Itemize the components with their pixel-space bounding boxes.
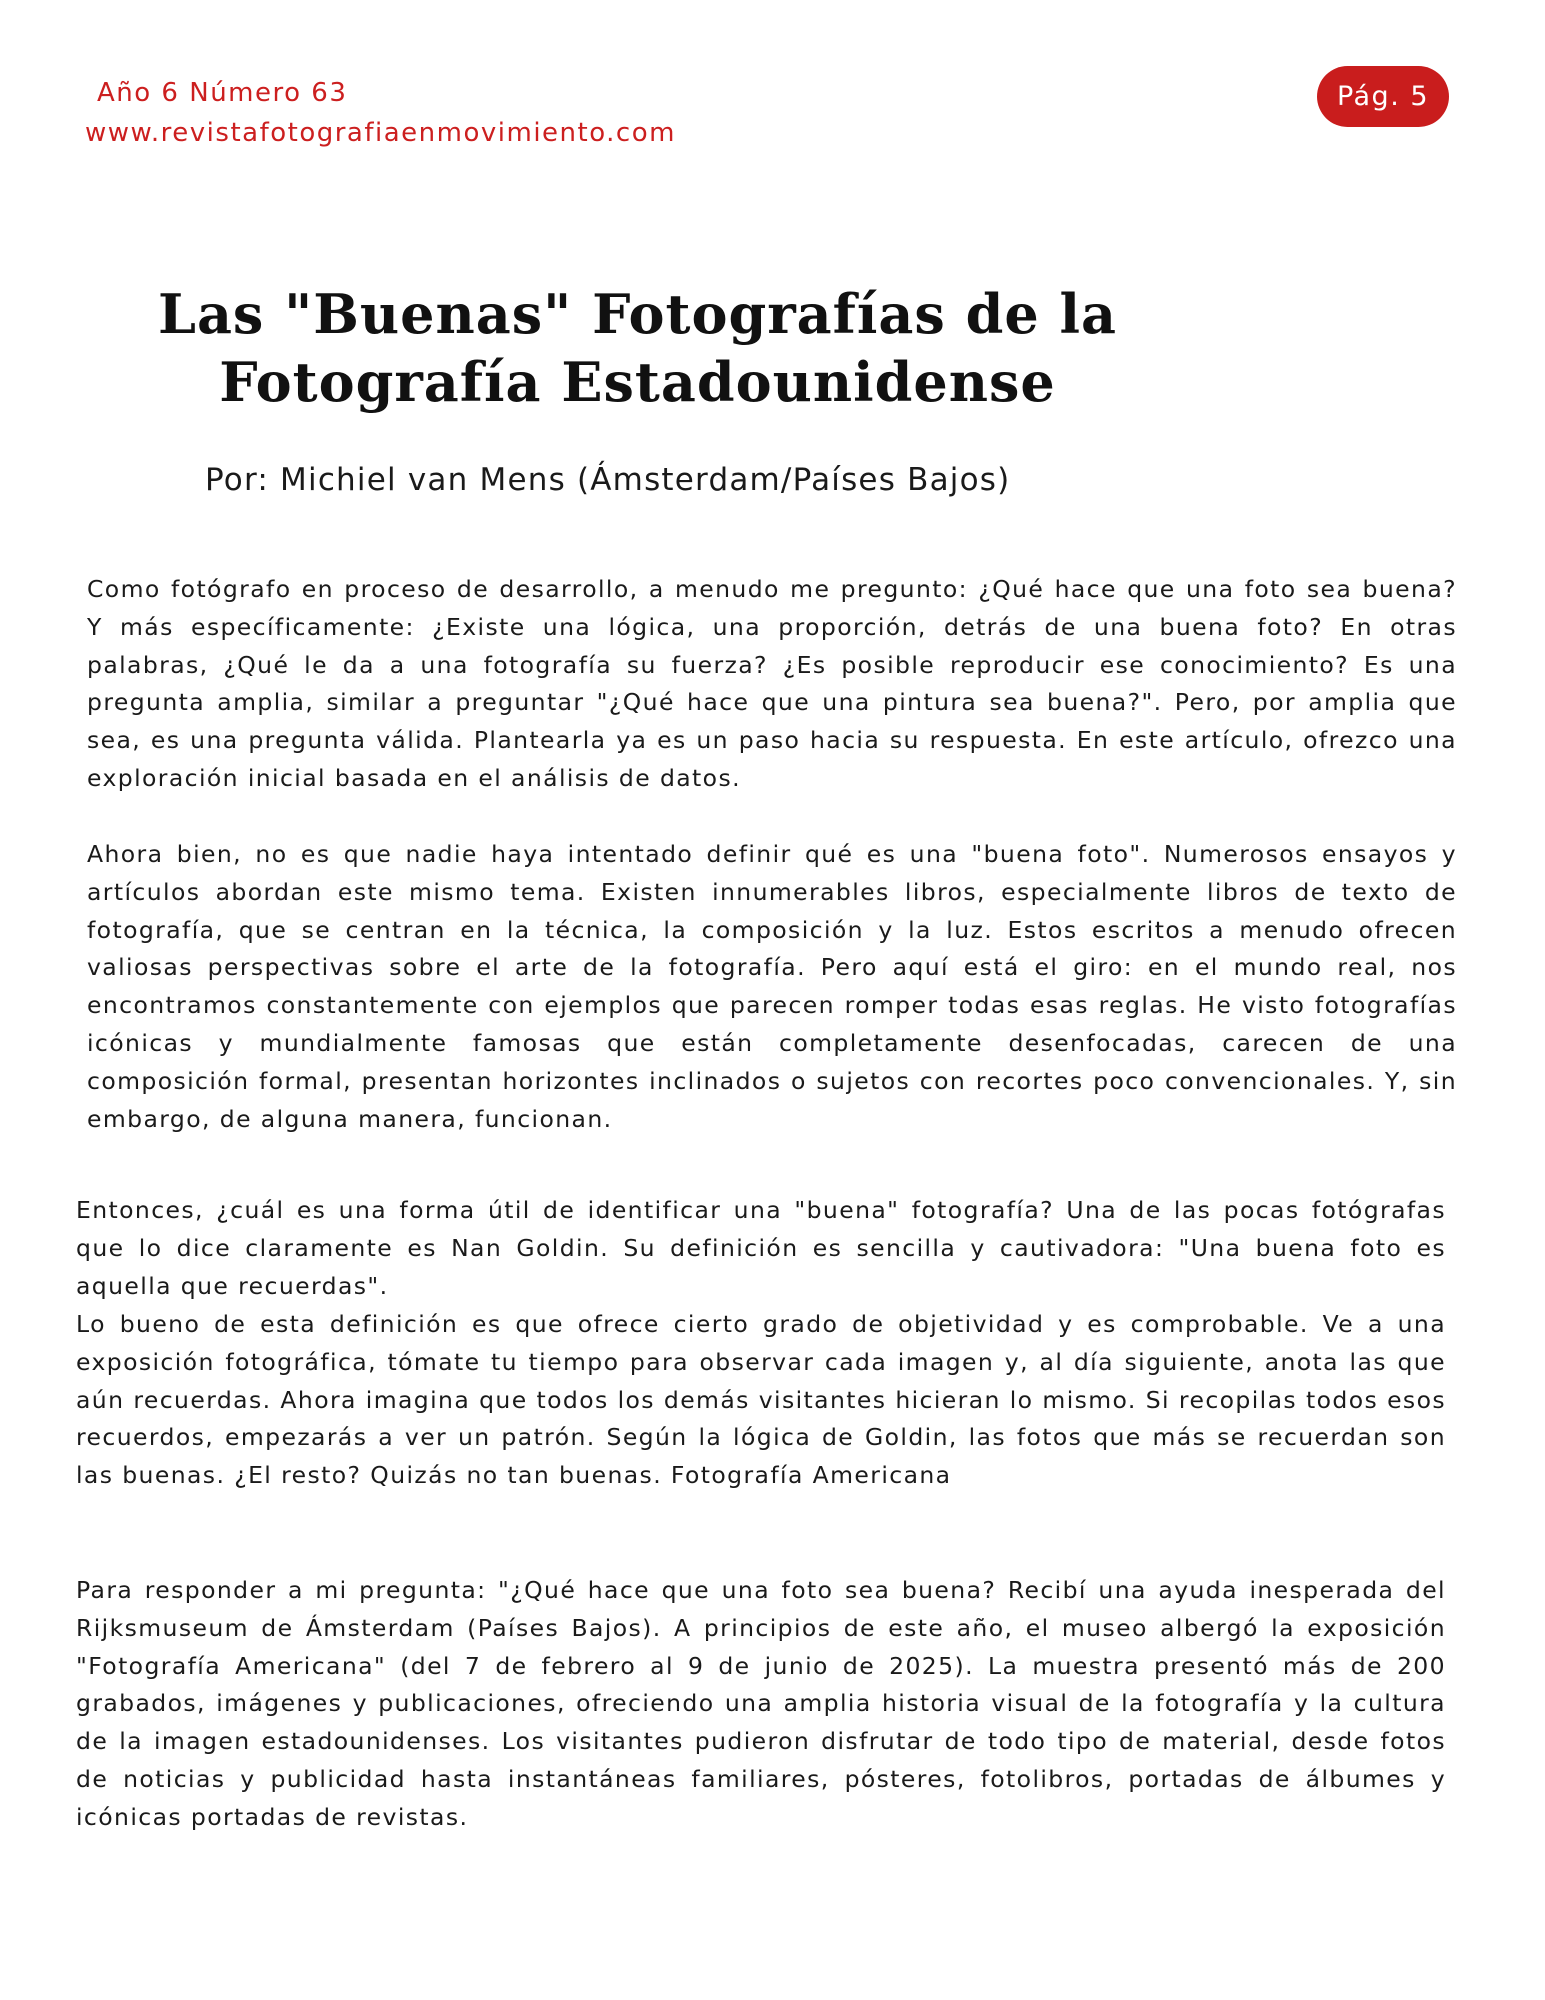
page-number-badge <box>1317 66 1449 127</box>
page-number-label: Pág. 5 <box>1336 81 1430 112</box>
paragraph-2: Ahora bien, no es que nadie haya intentado definir qué es una "buena foto". Numerosos ensayos y artículos abordan este mismo tema. Existen innumerables libros, especialmente libros de texto de fotografía, que se centran en la técnica, la composición y la luz. Estos escritos a menudo ofrecen valiosas perspectivas sobre el arte de la fotografía. Pero aquí está el giro: en el mundo real, nos encontramos constantemente con ejemplos que parecen romper todas esas reglas. He visto fotografías icónicas y mundialmente famosas que están completamente desenfocadas, carecen de una composición formal, presentan horizontes inclinados o sujetos con recortes poco convencionales. Y, sin embargo, de alguna manera, funcionan. <box>87 840 1457 1133</box>
paragraph-4: Lo bueno de esta definición es que ofrece cierto grado de objetividad y es comprobable. Ve a una exposición fotográfica, tómate tu tiempo para observar cada imagen y, al día siguiente, anota las que aún recuerdas. Ahora imagina que todos los demás visitantes hicieran lo mismo. Si recopilas todos esos recuerdos, empezarás a ver un patrón. Según la lógica de Goldin, las fotos que más se recuerdan son las buenas. ¿El resto? Quizás no tan buenas. Fotografía Americana <box>76 1310 1446 1490</box>
article-byline: Por: Michiel van Mens (Ámsterdam/Países Bajos) <box>205 462 1011 498</box>
article-title-line-2: Fotografía Estadounidense <box>219 350 1056 414</box>
article-title-line-1: Las "Buenas" Fotografías de la <box>157 282 1118 346</box>
paragraph-3: Entonces, ¿cuál es una forma útil de identificar una "buena" fotografía? Una de las pocas fotógrafas que lo dice claramente es Nan Goldin. Su definición es sencilla y cautivadora: "Una buena foto es aquella que recuerdas". <box>76 1196 1446 1300</box>
article-title <box>150 280 1125 416</box>
magazine-url[interactable]: www.revistafotografiaenmovimiento.com <box>85 118 676 148</box>
paragraph-5: Para responder a mi pregunta: "¿Qué hace que una foto sea buena? Recibí una ayuda inesperada del Rijksmuseum de Ámsterdam (Países Bajos). A principios de este año, el museo albergó la exposición "Fotografía Americana" (del 7 de febrero al 9 de junio de 2025). La muestra presentó más de 200 grabados, imágenes y publicaciones, ofreciendo una amplia historia visual de la fotografía y la cultura de la imagen estadounidenses. Los visitantes pudieron disfrutar de todo tipo de material, desde fotos de noticias y publicidad hasta instantáneas familiares, pósteres, fotolibros, portadas de álbumes y icónicas portadas de revistas. <box>76 1576 1446 1831</box>
issue-number: Año 6 Número 63 <box>97 78 348 108</box>
paragraph-1: Como fotógrafo en proceso de desarrollo, a menudo me pregunto: ¿Qué hace que una foto sea buena? Y más específicamente: ¿Existe una lógica, una proporción, detrás de una buena foto? En otras palabras, ¿Qué le da a una fotografía su fuerza? ¿Es posible reproducir ese conocimiento? Es una pregunta amplia, similar a preguntar "¿Qué hace que una pintura sea buena?". Pero, por amplia que sea, es una pregunta válida. Plantearla ya es un paso hacia su respuesta. En este artículo, ofrezco una exploración inicial basada en el análisis de datos. <box>87 575 1457 792</box>
